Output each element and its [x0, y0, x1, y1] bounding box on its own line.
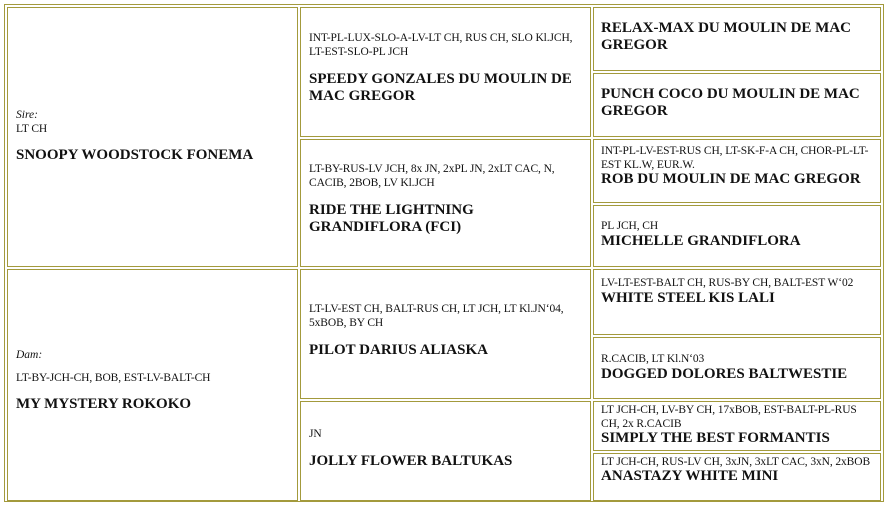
dam-sire-name: PILOT DARIUS ALIASKA [309, 342, 488, 358]
dam-sire-sire-cell [593, 269, 881, 335]
sire-dam-sire-titles: INT-PL-LV-EST-RUS CH, LT-SK-F-A CH, CHOR-PL-LT-EST KL.W, EUR.W. [601, 145, 869, 171]
dam-dam-sire-titles: LT JCH-CH, LV-BY CH, 17xBOB, EST-BALT-PL-RUS CH, 2x R.CACIB [601, 404, 857, 430]
dam-sire-dam-name: DOGGED DOLORES BALTWESTIE [601, 366, 848, 382]
dam-dam-cell [300, 401, 591, 501]
dam-sire-titles: LT-LV-EST CH, BALT-RUS CH, LT JCH, LT Kl.JN‘04, 5xBOB, BY CH [309, 303, 564, 329]
sire-dam-dam-cell [593, 205, 881, 267]
dam-sire-dam-cell [593, 337, 881, 399]
dam-name: MY MYSTERY ROKOKO [16, 396, 192, 412]
dam-cell [7, 269, 298, 501]
sire-role-label: Sire: [16, 109, 38, 121]
dam-dam-dam-cell [593, 453, 881, 501]
sire-cell [7, 7, 298, 267]
sire-sire-sire-cell [593, 7, 881, 71]
sire-name: SNOOPY WOODSTOCK FONEMA [16, 147, 254, 163]
dam-dam-name: JOLLY FLOWER BALTUKAS [309, 453, 513, 469]
sire-dam-sire-cell [593, 139, 881, 203]
pedigree-table [4, 4, 884, 502]
sire-dam-sire-name: ROB DU MOULIN DE MAC GREGOR [601, 171, 861, 187]
sire-dam-titles: LT-BY-RUS-LV JCH, 8x JN, 2xPL JN, 2xLT CAC, N, CACIB, 2BOB, LV Kl.JCH [309, 163, 555, 189]
sire-sire-name: SPEEDY GONZALES DU MOULIN DE MAC GREGOR [309, 71, 572, 104]
sire-sire-dam-name: PUNCH COCO DU MOULIN DE MAC GREGOR [601, 86, 860, 119]
dam-dam-sire-name: SIMPLY THE BEST FORMANTIS [601, 430, 830, 446]
dam-sire-dam-titles: R.CACIB, LT Kl.N‘03 [601, 353, 705, 365]
sire-dam-name: RIDE THE LIGHTNING GRANDIFLORA (FCI) [309, 202, 474, 235]
dam-dam-sire-cell [593, 401, 881, 451]
dam-sire-sire-titles: LV-LT-EST-BALT CH, RUS-BY CH, BALT-EST W‘02 [601, 277, 854, 289]
dam-sire-sire-name: WHITE STEEL KIS LALI [601, 290, 775, 306]
dam-dam-titles: JN [309, 428, 322, 440]
sire-sire-dam-cell [593, 73, 881, 137]
dam-dam-dam-titles: LT JCH-CH, RUS-LV CH, 3xJN, 3xLT CAC, 3xN, 2xBOB [601, 456, 871, 468]
sire-sire-titles: INT-PL-LUX-SLO-A-LV-LT CH, RUS CH, SLO Kl.JCH, LT-EST-SLO-PL JCH [309, 32, 573, 58]
sire-dam-cell [300, 139, 591, 267]
sire-dam-dam-name: MICHELLE GRANDIFLORA [601, 233, 801, 249]
sire-sire-sire-name: RELAX-MAX DU MOULIN DE MAC GREGOR [601, 20, 851, 53]
dam-role-label: Dam: [16, 349, 43, 361]
sire-dam-dam-titles: PL JCH, CH [601, 220, 659, 232]
sire-titles: LT CH [16, 123, 48, 135]
dam-sire-cell [300, 269, 591, 399]
dam-dam-dam-name: ANASTAZY WHITE MINI [601, 468, 779, 484]
dam-titles: LT-BY-JCH-CH, BOB, EST-LV-BALT-CH [16, 372, 211, 384]
sire-sire-cell [300, 7, 591, 137]
